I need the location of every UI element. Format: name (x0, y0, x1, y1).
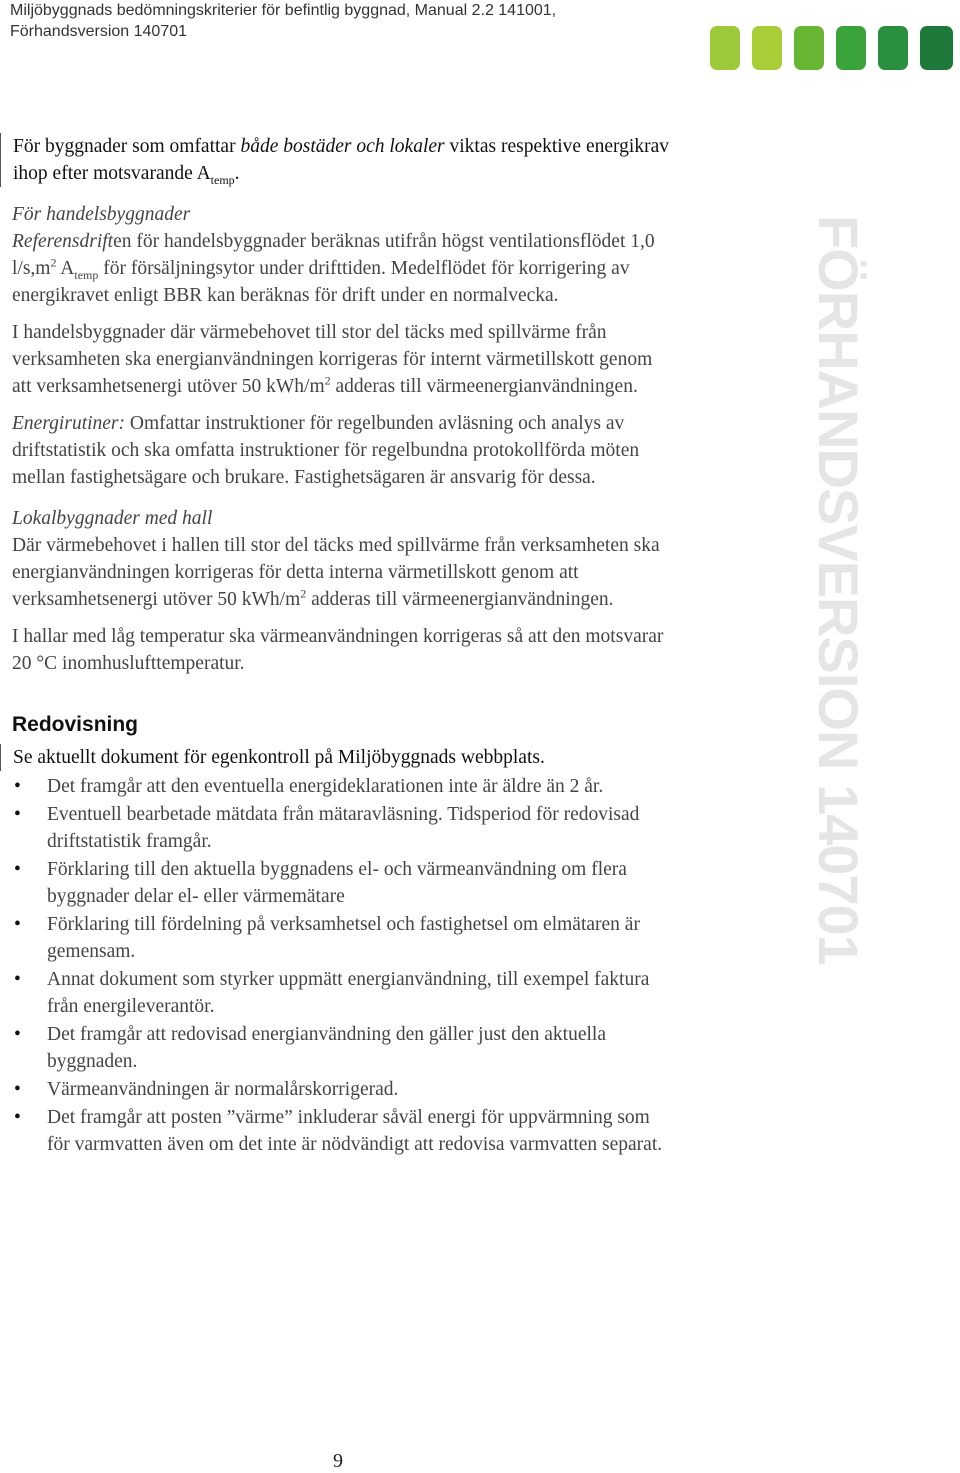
logo-block-3 (794, 26, 824, 70)
bullet-icon: • (14, 859, 21, 880)
section-heading-lokal: Lokalbyggnader med hall (12, 508, 213, 529)
redovisning-list (12, 773, 670, 1158)
superscript: 2 (50, 255, 57, 270)
text: I handelsbyggnader där värmebehovet till stor del täcks med spillvärme från verksamheten ska energianvändningen korrigeras för internt värmetillskott genom att verksamhetsenergi utöver 50 kWh/m (12, 322, 653, 397)
bullet-icon: • (14, 1107, 21, 1128)
header-line-1: Miljöbyggnads bedömningskriterier för befintlig byggnad, Manual 2.2 141001, (10, 2, 557, 19)
text: adderas till värmeenergianvändningen. (306, 589, 614, 610)
list-item (12, 801, 670, 855)
paragraph-spillvarme (12, 319, 670, 400)
paragraph-handel (12, 201, 670, 309)
superscript: 2 (324, 373, 331, 388)
logo-block-4 (836, 26, 866, 70)
text-italic: Referensdrift (12, 231, 114, 252)
logo-block-5 (878, 26, 908, 70)
list-item-text: Det framgår att den eventuella energideklarationen inte är äldre än 2 år. (47, 776, 604, 797)
text: . (234, 163, 240, 184)
list-item-text: Eventuell bearbetade mätdata från mätaravläsning. Tidsperiod för redovisad driftstatistik framgår. (47, 804, 640, 852)
subscript: temp (210, 172, 235, 187)
text: adderas till värmeenergianvändningen. (330, 376, 638, 397)
list-item-text: Annat dokument som styrker uppmätt energianvändning, till exempel faktura från energileverantör. (47, 969, 650, 1017)
text: Omfattar instruktioner för regelbunden avläsning och analys av driftstatistik och ska omfatta instruktioner för regelbundna protokollförda möten mellan fastighetsägare och brukare. Fastighetsägaren är ansvarig för dessa. (12, 413, 640, 488)
list-item-text: Det framgår att redovisad energianvändning den gäller just den aktuella byggnaden. (47, 1024, 606, 1072)
section-heading-handel: För handelsbyggnader (12, 204, 191, 225)
subscript: temp (74, 267, 99, 282)
page-number: 9 (333, 1450, 343, 1472)
paragraph-hallar: I hallar med låg temperatur ska värmeanvändningen korrigeras så att den motsvarar 20 °C inomhuslufttemperatur. (12, 626, 664, 674)
watermark-text: FÖRHANDSVERSION 140701 (807, 215, 870, 965)
list-item-text: Förklaring till den aktuella byggnadens el- och värmeanvändning om flera byggnader delar el- eller värmemätare (47, 859, 627, 907)
bullet-icon: • (14, 914, 21, 935)
logo-block-6 (920, 26, 953, 70)
text: viktas respektive energikrav ihop efter motsvarande A (13, 136, 669, 184)
text: För byggnader som omfattar (13, 136, 241, 157)
redovisning-lead: Se aktuellt dokument för egenkontroll på Miljöbyggnads webbplats. (0, 744, 670, 771)
list-item (12, 911, 670, 965)
list-item-text: Värmeanvändningen är normalårskorrigerad. (47, 1079, 399, 1100)
list-item-text: Det framgår att posten ”värme” inkluderar såväl energi för uppvärmning som för varmvatten även om det inte är nödvändigt att redovisa varmvatten separat. (47, 1107, 663, 1155)
header-line-2: Förhandsversion 140701 (10, 23, 188, 40)
list-item (12, 1021, 670, 1075)
text-italic: både bostäder och lokaler (240, 136, 445, 157)
bullet-icon: • (14, 804, 21, 825)
list-item (12, 1076, 670, 1103)
logo-block-2 (752, 26, 782, 70)
superscript: 2 (300, 586, 307, 601)
paragraph-energirutiner (12, 410, 670, 491)
section-heading-redovisning: Redovisning (12, 713, 139, 736)
page-content (12, 133, 670, 1159)
paragraph-mixed-buildings (0, 133, 670, 187)
bullet-icon: • (14, 1024, 21, 1045)
list-item-text: Förklaring till fördelning på verksamhetsel och fastighetsel om elmätaren är gemensam. (47, 914, 640, 962)
text: A (56, 258, 75, 279)
bullet-icon: • (14, 969, 21, 990)
text: Där värmebehovet i hallen till stor del täcks med spillvärme från verksamheten ska energianvändningen korrigeras för detta interna värmetillskott genom att verksamhetsenergi utöver 50 kWh/m (12, 535, 660, 610)
text: för försäljningsytor under drifttiden. Medelflödet för korrigering av energikravet enligt BBR kan beräknas för drift under en normalvecka. (12, 258, 630, 306)
text-italic: Energirutiner: (12, 413, 126, 434)
document-header (10, 0, 556, 42)
list-item (12, 773, 670, 800)
list-item (12, 1104, 670, 1158)
text: en för handelsbyggnader beräknas utifrån högst ventilationsflödet 1,0 l/s,m (12, 231, 655, 279)
list-item (12, 856, 670, 910)
logo-block-1 (710, 26, 740, 70)
bullet-icon: • (14, 776, 21, 797)
list-item (12, 966, 670, 1020)
paragraph-lokal (12, 505, 670, 613)
miljobyggnad-logo (710, 26, 955, 70)
bullet-icon: • (14, 1079, 21, 1100)
